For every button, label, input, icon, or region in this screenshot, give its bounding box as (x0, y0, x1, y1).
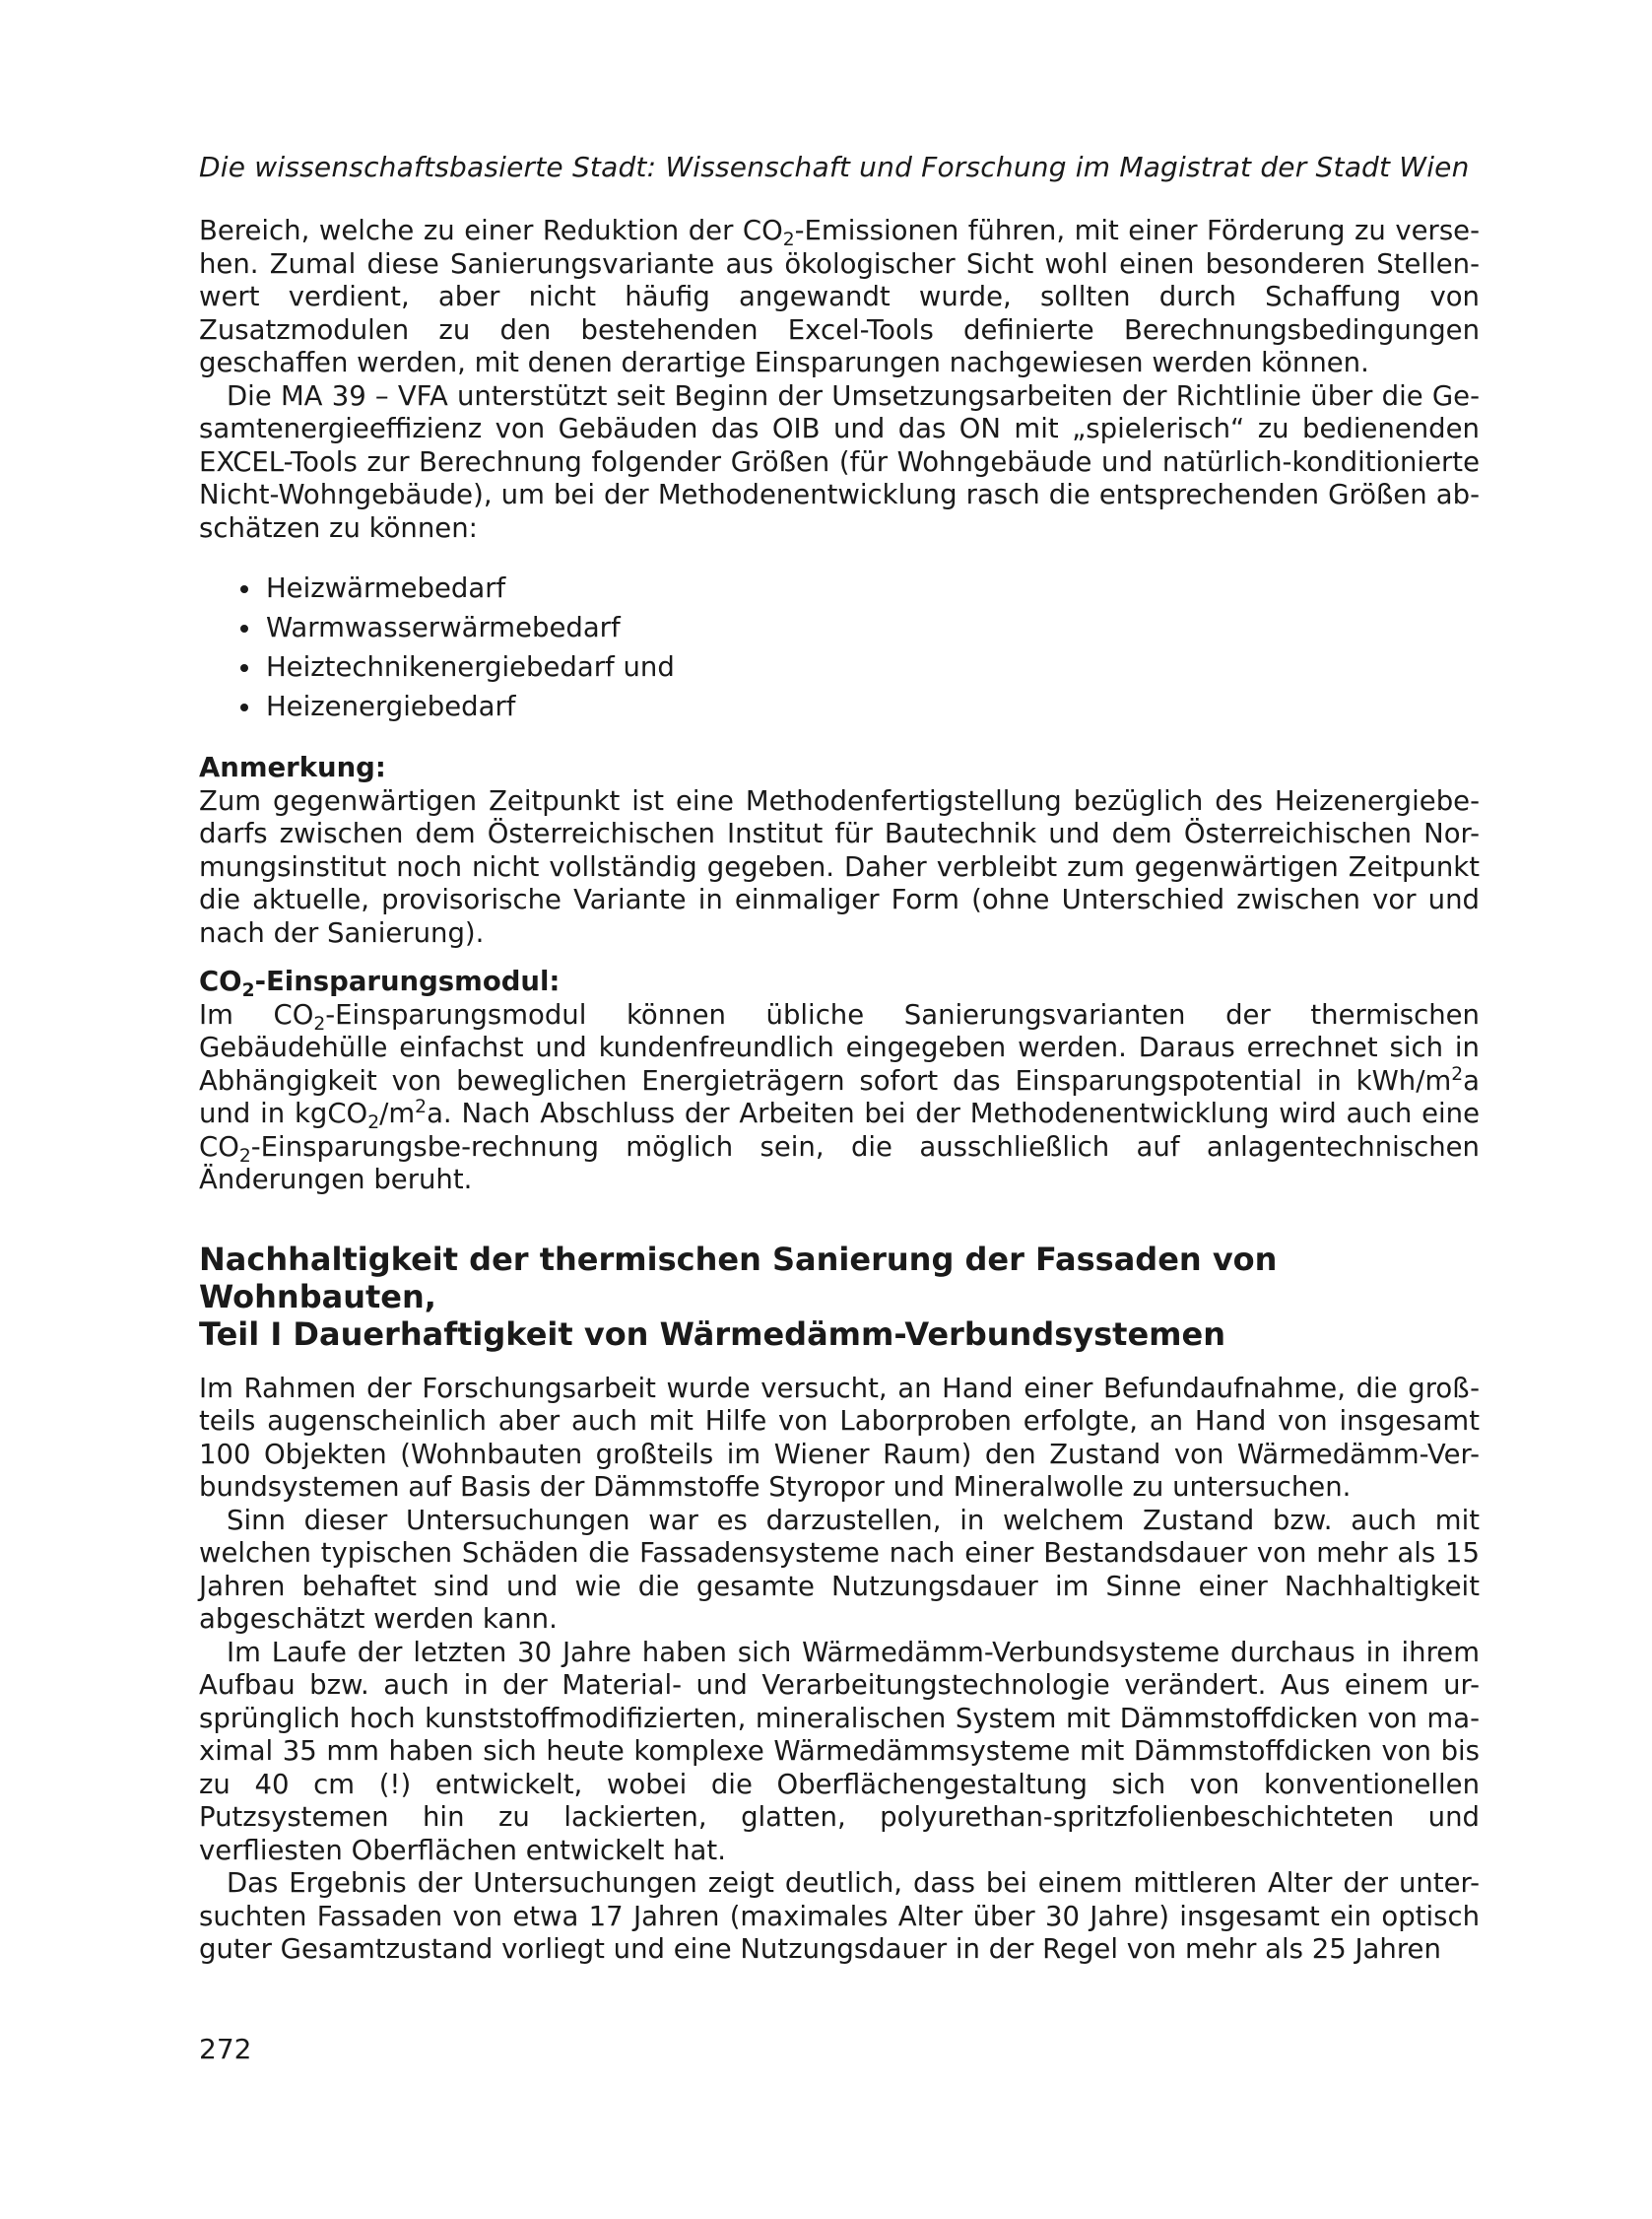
anmerkung-block (199, 752, 1480, 950)
co2-modul-text: Im $CO_2$-Einsparungsmodul können übliche Sanierungsvarianten der thermischen Gebäudehülle einfachst und kundenfreundlich eingegeben werden. Daraus errechnet sich in Abhängigkeit von beweglichen Energieträgern sofort das Einsparungspotential in kWh/$m^2a$ und in $kgCO_2/m^2a$. Nach Abschluss der Arbeiten bei der Methodenentwicklung wird auch eine $CO_2-Einsparungsbe$-rechnung möglich sein, die ausschließlich auf anlagentechnischen Änderungen beruht. (199, 998, 1480, 1195)
bullet-list (199, 569, 1480, 726)
list-item: Heizenergiebedarf (199, 687, 1480, 726)
section-paragraph: Das Ergebnis der Untersuchungen zeigt deutlich, dass bei einem mittleren Alter der unter-suchten Fassaden von etwa 17 Jahren (maximales Alter über 30 Jahre) insgesamt ein optisch guter Gesamtzustand vorliegt und eine Nutzungsdauer in der Regel von mehr als 25 Jahren (199, 1867, 1480, 1965)
list-item: Warmwasserwärmebedarf (199, 608, 1480, 647)
section-paragraph: Im Laufe der letzten 30 Jahre haben sich Wärmedämm-Verbundsysteme durchaus in ihrem Aufbau bzw. auch in der Material- und Verarbeitungstechnologie verändert. Aus einem ur-sprünglich hoch kunststoffmodifizierten, mineralischen System mit Dämmstoffdicken von ma-ximal 35 mm haben sich heute komplexe Wärmedämmsysteme mit Dämmstoffdicken von bis zu 40 cm (!) entwickelt, wobei die Oberflächengestaltung sich von konventionellen Putzsystemen hin zu lackierten, glatten, polyurethan-spritzfolienbeschichteten und verfliesten Oberflächen entwickelt hat. (199, 1636, 1480, 1866)
list-item: Heizwärmebedarf (199, 569, 1480, 608)
section-paragraph: Sinn dieser Untersuchungen war es darzustellen, in welchem Zustand bzw. auch mit welchen typischen Schäden die Fassadensysteme nach einer Bestandsdauer von mehr als 15 Jahren behaftet sind und wie die gesamte Nutzungsdauer im Sinne einer Nachhaltigkeit abgeschätzt werden kann. (199, 1504, 1480, 1635)
co2-modul-heading: $CO_2$-Einsparungsmodul: (199, 966, 561, 1001)
intro-block (199, 215, 1480, 545)
intro-paragraph-1: Bereich, welche zu einer Reduktion der $CO_2$-Emissionen führen, mit einer Förderung zu verse-hen. Zumal diese Sanierungsvariante aus ökologischer Sicht wohl einen besonderen Stellen-wert verdient, aber nicht häufig angewandt wurde, sollten durch Schaffung von Zusatzmodulen zu den bestehenden Excel-Tools definierte Berechnungsbedingungen geschaffen werden, mit denen derartige Einsparungen nachgewiesen werden können. (199, 215, 1480, 378)
anmerkung-text: Zum gegenwärtigen Zeitpunkt ist eine Methodenfertigstellung bezüglich des Heizenergiebe-darfs zwischen dem Österreichischen Institut für Bautechnik und dem Österreichischen Nor-mungsinstitut noch nicht vollständig gegeben. Daher verbleibt zum gegenwärtigen Zeitpunkt die aktuelle, provisorische Variante in einmaliger Form (ohne Unterschied zwischen vor und nach der Sanierung). (199, 784, 1480, 949)
section-paragraph: Im Rahmen der Forschungsarbeit wurde versucht, an Hand einer Befundaufnahme, die groß-teils augenscheinlich aber auch mit Hilfe von Laborproben erfolgte, an Hand von insgesamt 100 Objekten (Wohnbauten großteils im Wiener Raum) den Zustand von Wärmedämm-Ver-bundsystemen auf Basis der Dämmstoffe Styropor und Mineralwolle zu untersuchen. (199, 1372, 1480, 1503)
intro-paragraph-2: Die MA 39 – VFA unterstützt seit Beginn der Umsetzungsarbeiten der Richtlinie über die Ge-samtenergieeffizienz von Gebäuden das OIB und das ON mit „spielerisch“ zu bedienenden EXCEL-Tools zur Berechnung folgender Größen (für Wohngebäude und natürlich-konditionierte Nicht-Wohngebäude), um bei der Methodenentwicklung rasch die entsprechenden Größen ab-schätzen zu können: (199, 379, 1480, 544)
anmerkung-heading: Anmerkung: (199, 752, 386, 783)
list-item: Heiztechnikenergiebedarf und (199, 647, 1480, 687)
section-title-line-2: Teil I Dauerhaftigkeit von Wärmedämm-Verbundsystemen (199, 1314, 1225, 1353)
section-title-line-1: Nachhaltigkeit der thermischen Sanierung der Fassaden von Wohnbauten, (199, 1240, 1278, 1315)
page-content (199, 148, 1480, 1967)
running-title: Die wissenschaftsbasierte Stadt: Wissenschaft und Forschung im Magistrat der Stadt Wien (199, 151, 1470, 183)
section-body (199, 1373, 1480, 1967)
co2-modul-block (199, 966, 1480, 1197)
page-number: 272 (199, 2033, 252, 2065)
section-title (199, 1241, 1480, 1353)
